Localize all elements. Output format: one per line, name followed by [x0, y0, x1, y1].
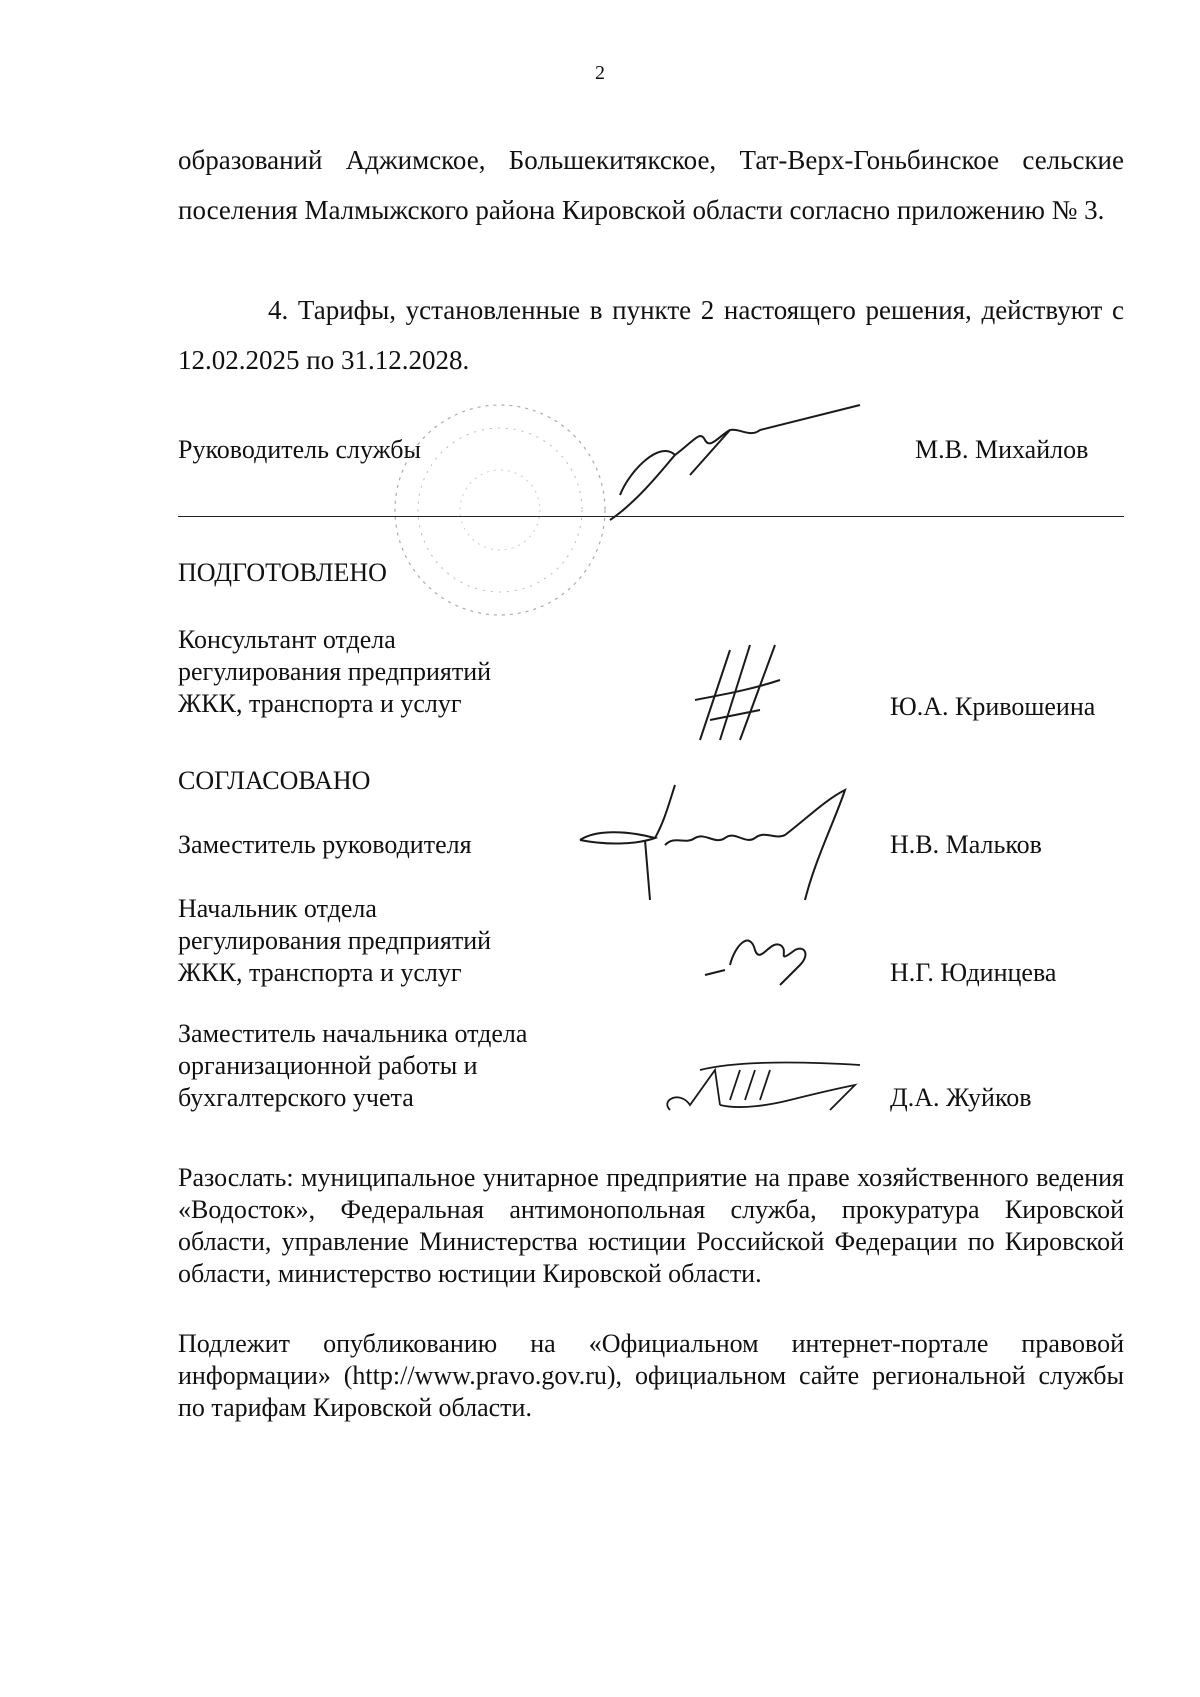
- signer-3-title-line: бухгалтерского учета: [178, 1083, 414, 1112]
- publication-note: Подлежит опубликованию на «Официальном интернет-портале правовой информации» (http://www.pravo.gov.ru), официальном сайте региональной службы по тарифам Кировской области.: [178, 1329, 1124, 1422]
- signer-1-signature: [575, 780, 875, 910]
- page-number: 2: [595, 62, 605, 84]
- signer-1-title-line: Заместитель руководителя: [178, 830, 472, 859]
- signer-2-name: Н.Г. Юдинцева: [890, 958, 1057, 987]
- signer-2-title-line: ЖКК, транспорта и услуг: [178, 958, 462, 987]
- signer-1-name: Н.В. Мальков: [890, 830, 1042, 859]
- prepared-title-line: регулирования предприятий: [178, 657, 492, 686]
- signer-3-title: [178, 1018, 527, 1114]
- head-title: Руководитель службы: [178, 435, 421, 464]
- signer-2-title-line: регулирования предприятий: [178, 926, 492, 955]
- prepared-title: [178, 624, 491, 720]
- head-underline: [178, 516, 1124, 517]
- prepared-title-line: Консультант отдела: [178, 625, 396, 654]
- signer-2-signature: [700, 920, 820, 990]
- signer-3-title-line: Заместитель начальника отдела: [178, 1019, 528, 1048]
- head-signature: [600, 400, 900, 530]
- paragraph-continuation: образований Аджимское, Большекитякское, Тат-Верх-Гоньбинское сельские поселения Малмыжского района Кировской области согласно приложению № 3.: [178, 145, 1124, 225]
- distribution-list: Разослать: муниципальное унитарное предприятие на праве хозяйственного ведения «Водосток», Федеральная антимонопольная служба, прокуратура Кировской области, управление Министерства юстиции Российской Федерации по Кировской области, министерство юстиции Кировской области.: [178, 1163, 1124, 1288]
- signer-2-title-line: Начальник отдела: [178, 894, 377, 923]
- head-name: М.В. Михайлов: [915, 435, 1089, 464]
- signer-3-title-line: организационной работы и: [178, 1051, 478, 1080]
- signer-2-title: [178, 893, 491, 989]
- agreed-heading: СОГЛАСОВАНО: [178, 766, 371, 795]
- signer-3-name: Д.А. Жуйков: [890, 1083, 1032, 1112]
- paragraph-item-4: 4. Тарифы, установленные в пункте 2 настоящего решения, действуют с 12.02.2025 по 31.12.2028.: [178, 295, 1124, 375]
- prepared-name: Ю.А. Кривошеина: [890, 692, 1096, 721]
- signer-3-signature: [660, 1050, 880, 1130]
- seal-graphic: [385, 395, 615, 625]
- prepared-title-line: ЖКК, транспорта и услуг: [178, 689, 462, 718]
- official-seal: [385, 395, 615, 630]
- prepared-heading: ПОДГОТОВЛЕНО: [178, 558, 387, 587]
- signer-1-title: [178, 829, 472, 861]
- prepared-signature: [690, 640, 810, 750]
